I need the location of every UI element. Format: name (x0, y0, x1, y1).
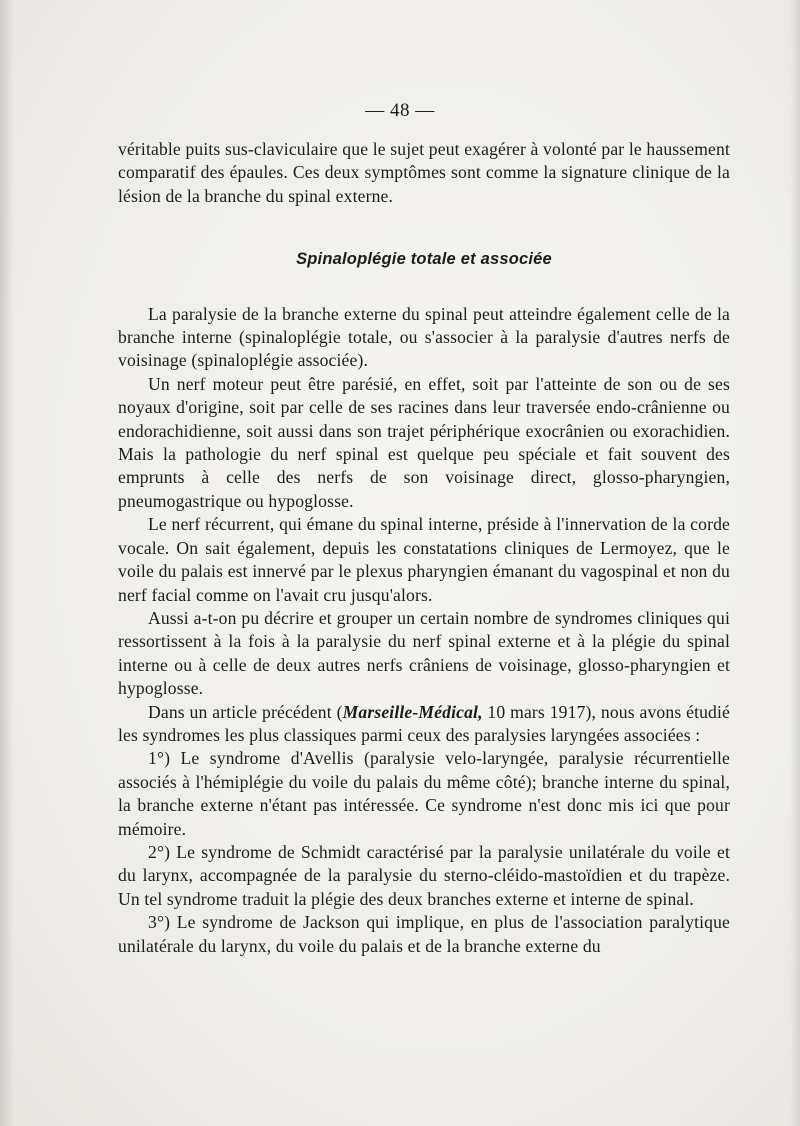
syndrome-avellis: 1°) Le syndrome d'Avellis (paralysie velo-laryngée, paralysie récurrentielle associés à l'hémiplégie du voile du palais du même côté); branche interne du spinal, la branche externe n'étant pas intéressée. Ce syndrome n'est donc mis ici que pour mémoire. (118, 748, 730, 839)
body-text (118, 138, 730, 958)
page-edge-shadow-left (0, 0, 14, 1126)
paragraph-syndromes-cliniques: Aussi a-t-on pu décrire et grouper un certain nombre de syndromes cliniques qui ressortissent à la fois à la paralysie du nerf spinal externe et à la plégie du spinal interne ou à celle de deux autres nerfs crâniens de voisinage, glosso-pharyngien et hypoglosse. (118, 607, 730, 699)
page-edge-shadow-right (790, 0, 800, 1126)
syndrome-jackson: 3°) Le syndrome de Jackson qui implique, en plus de l'association paralytique unilatérale du larynx, du voile du palais et de la branche externe du (118, 912, 730, 956)
section-heading: Spinaloplégie totale et associée (296, 250, 552, 269)
page-number: — 48 — (365, 100, 435, 121)
paragraph-nerf-moteur: Un nerf moteur peut être parésié, en effet, soit par l'atteinte de son ou de ses noyaux d'origine, soit par celle de ses racines dans leur traversée endo-crânienne ou endorachidienne, soit aussi dans son trajet périphérique exocrânien ou exorachidien. Mais la pathologie du nerf spinal est quelque peu spéciale et fait souvent des emprunts à celle des nerfs de son voisinage direct, glosso-pharyngien, pneumogastrique ou hypoglosse. (118, 373, 730, 511)
article-text-before: Dans un article précédent ( (148, 701, 343, 722)
syndrome-schmidt: 2°) Le syndrome de Schmidt caractérisé par la paralysie unilatérale du voile et du larynx, accompagnée de la paralysie du sterno-cléido-mastoïdien et du trapèze. Un tel syndrome traduit la plégie des deux branches externe et interne de spinal. (118, 841, 730, 909)
paragraph-intro: véritable puits sus-claviculaire que le sujet peut exagérer à volonté par le haussement comparatif des épaules. Ces deux symptômes sont comme la signature clinique de la lésion de la branche du spinal externe. (118, 139, 730, 206)
journal-title: Marseille-Médical, (342, 701, 483, 722)
paragraph-nerf-recurrent: Le nerf récurrent, qui émane du spinal interne, préside à l'innervation de la corde vocale. On sait également, depuis les constatations cliniques de Lermoyez, que le voile du palais est innervé par le plexus pharyngien émanant du vagospinal et non du nerf facial comme on l'avait cru jusqu'alors. (118, 514, 730, 605)
paragraph-article (118, 701, 730, 748)
article-text-after: 10 mars 1917), nous avons étudié les syndromes les plus classiques parmi ceux des paralysies laryngées associées : (118, 701, 731, 745)
paragraph-paralysie: La paralysie de la branche externe du spinal peut atteindre également celle de la branche interne (spinaloplégie totale, ou s'associer à la paralysie d'autres nerfs de voisinage (spinaloplégie associée). (118, 303, 730, 371)
